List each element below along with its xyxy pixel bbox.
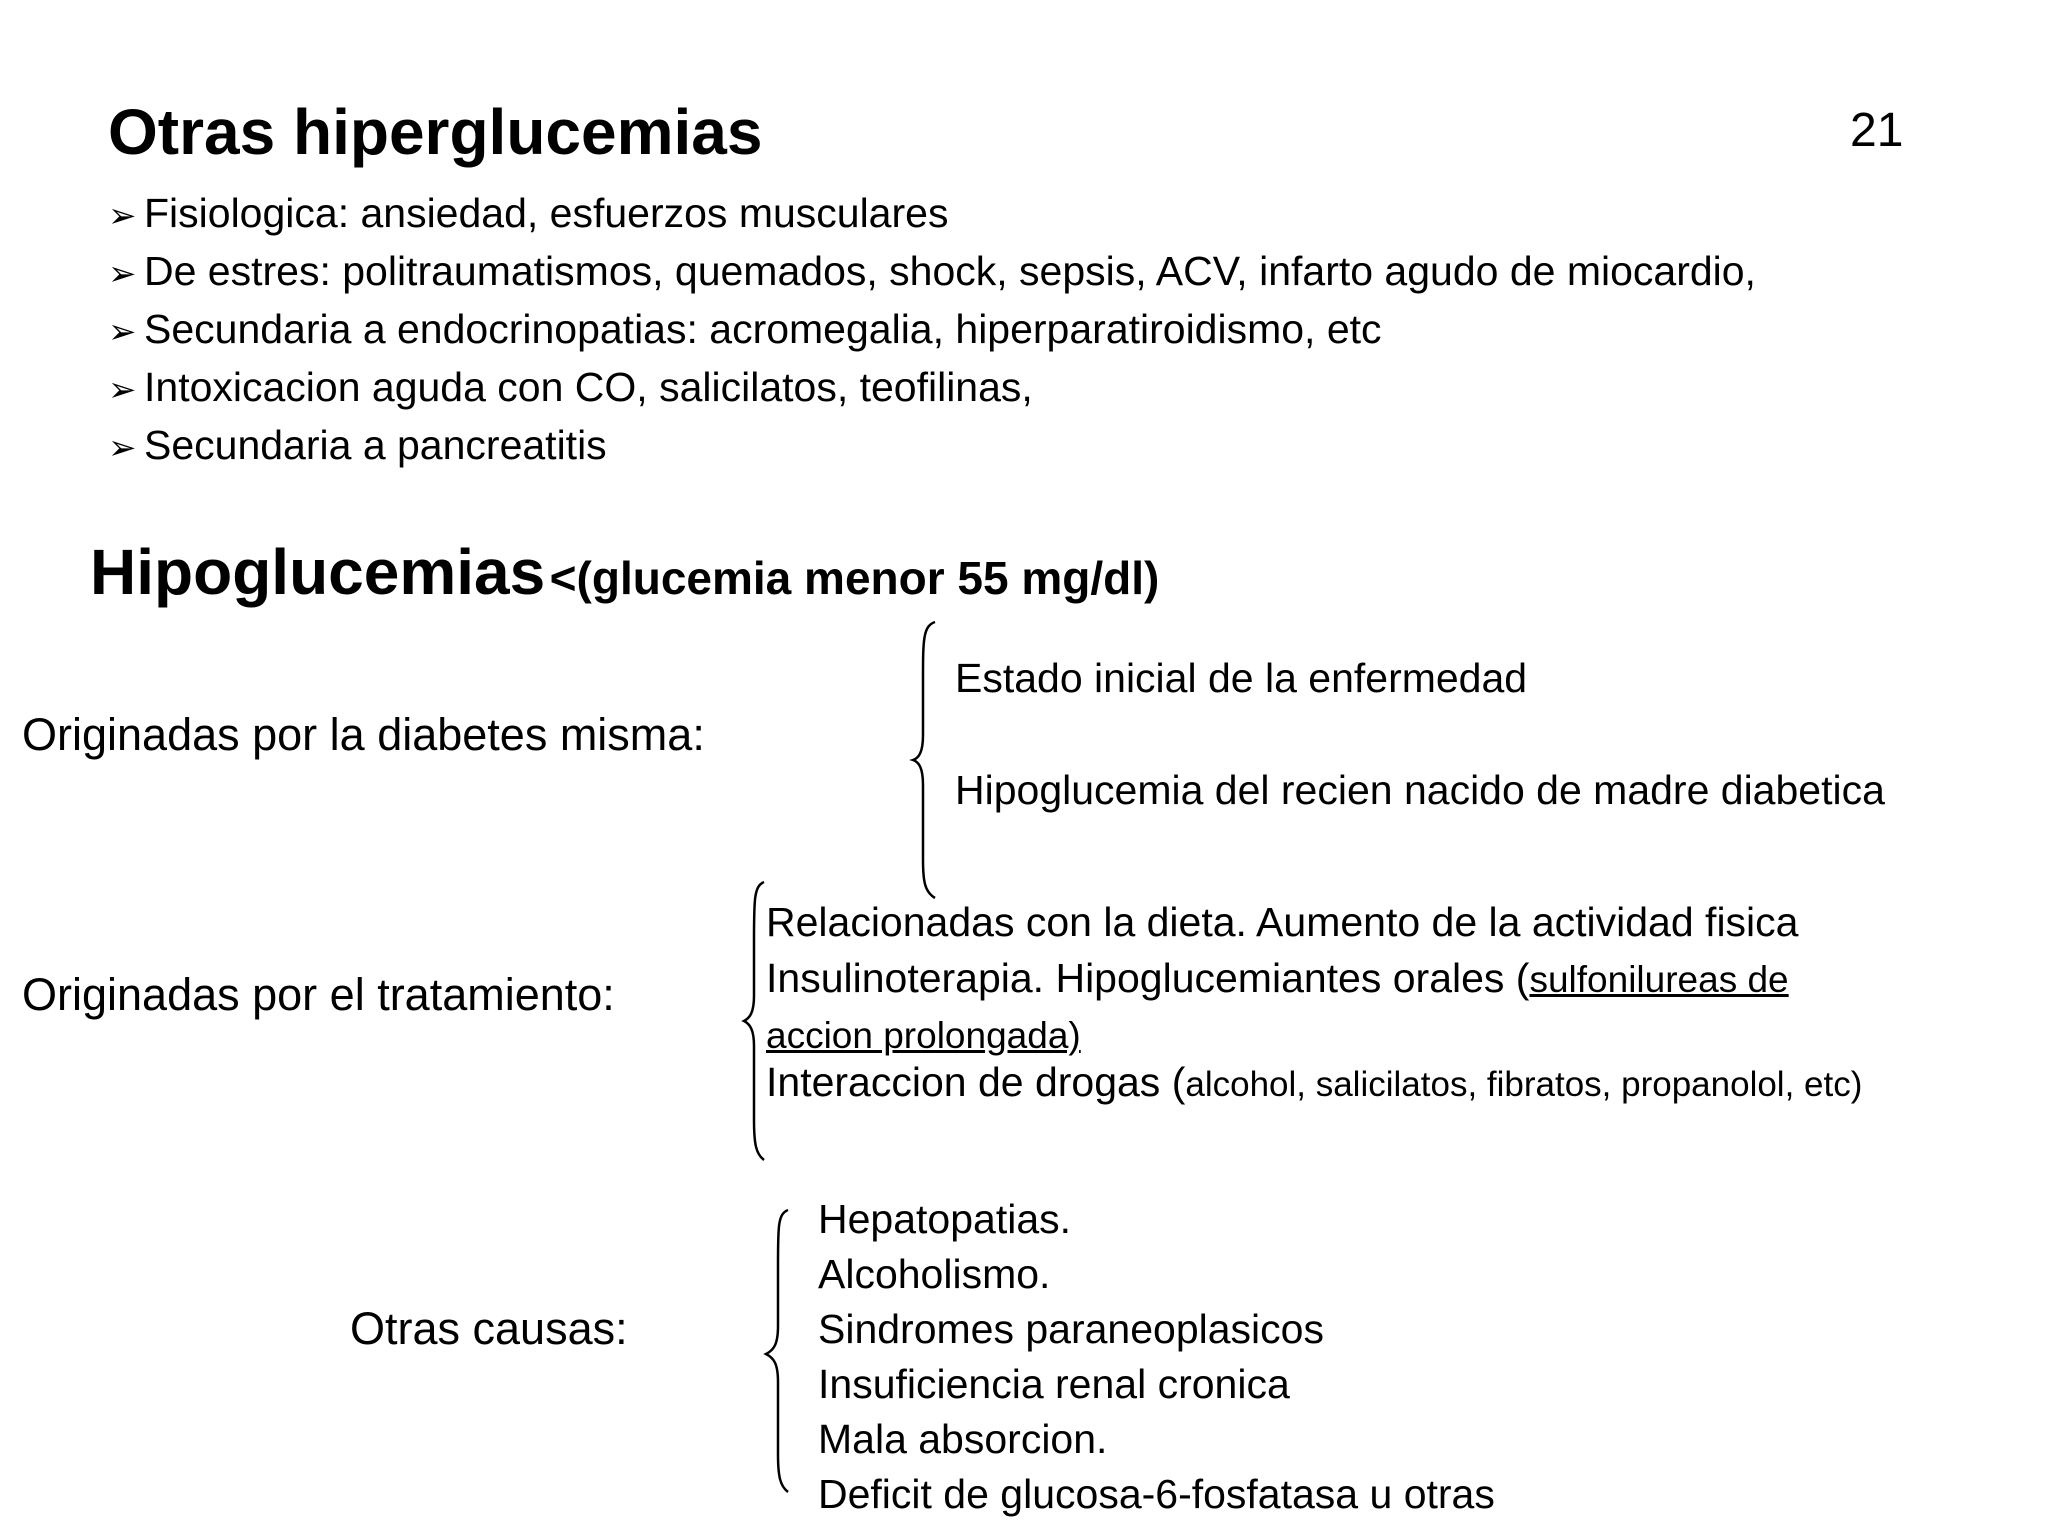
treatment-cause-drugs — [766, 1059, 1863, 1105]
bullet-text: Intoxicacion aguda con CO, salicilatos, teofilinas, — [144, 364, 1033, 410]
treatment-cause-insulin-cont — [766, 1014, 1081, 1055]
insulin-text: Insulinoterapia. Hipoglucemiantes orales ( — [766, 955, 1530, 1001]
other-cause-item: Alcoholismo. — [818, 1251, 1051, 1297]
other-cause-item: Deficit de glucosa-6-fosfatasa u otras — [818, 1471, 1495, 1517]
other-causes-label: Otras causas: — [350, 1303, 628, 1354]
arrow-bullet-icon: ➢ — [108, 255, 137, 293]
bullet-text: Fisiologica: ansiedad, esfuerzos musculares — [144, 190, 949, 236]
other-cause-item: Hepatopatias. — [818, 1196, 1072, 1242]
other-causes-list — [818, 1192, 1495, 1522]
bullet-item — [108, 418, 1756, 476]
bullet-text: Secundaria a pancreatitis — [144, 422, 607, 468]
hyperglycemia-bullet-list — [108, 186, 1756, 476]
bullet-item — [108, 244, 1756, 302]
arrow-bullet-icon: ➢ — [108, 197, 137, 235]
other-cause-item: Sindromes paraneoplasicos — [818, 1306, 1324, 1352]
bullet-item — [108, 360, 1756, 418]
other-cause-item: Insuficiencia renal cronica — [818, 1361, 1290, 1407]
hypoglycemia-title: Hipoglucemias — [90, 536, 546, 608]
bullet-item — [108, 302, 1756, 360]
drugs-list: alcohol, salicilatos, fibratos, propanolol, etc) — [1185, 1065, 1863, 1104]
treatment-cause-insulin — [766, 955, 1789, 1001]
bullet-text: De estres: politraumatismos, quemados, shock, sepsis, ACV, infarto agudo de miocardio, — [144, 248, 1756, 294]
diabetes-cause-item: Hipoglucemia del recien nacido de madre diabetica — [955, 767, 1885, 813]
other-brace-icon — [758, 1208, 798, 1494]
diabetes-causes-label: Originadas por la diabetes misma: — [22, 709, 705, 760]
diabetes-cause-item: Estado inicial de la enfermedad — [955, 655, 1528, 701]
bullet-text: Secundaria a endocrinopatias: acromegalia, hiperparatiroidismo, etc — [144, 306, 1382, 352]
treatment-causes-label: Originadas por el tratamiento: — [22, 969, 615, 1020]
slide-number: 21 — [1850, 104, 1904, 157]
bullet-item — [108, 186, 1756, 244]
hyperglycemia-title: Otras hiperglucemias — [108, 96, 763, 168]
other-cause-item: Mala absorcion. — [818, 1416, 1108, 1462]
arrow-bullet-icon: ➢ — [108, 313, 137, 351]
arrow-bullet-icon: ➢ — [108, 429, 137, 467]
diabetes-brace-icon — [905, 620, 945, 900]
treatment-cause-diet: Relacionadas con la dieta. Aumento de la actividad fisica — [766, 899, 1799, 945]
prolonged-action-underlined: accion prolongada) — [766, 1015, 1081, 1056]
arrow-bullet-icon: ➢ — [108, 371, 137, 409]
hypoglycemia-heading — [90, 536, 1160, 608]
sulfonylureas-underlined: sulfonilureas de — [1529, 959, 1789, 1000]
hypoglycemia-threshold: <(glucemia menor 55 mg/dl) — [549, 552, 1160, 604]
drugs-text: Interaccion de drogas ( — [766, 1059, 1186, 1105]
